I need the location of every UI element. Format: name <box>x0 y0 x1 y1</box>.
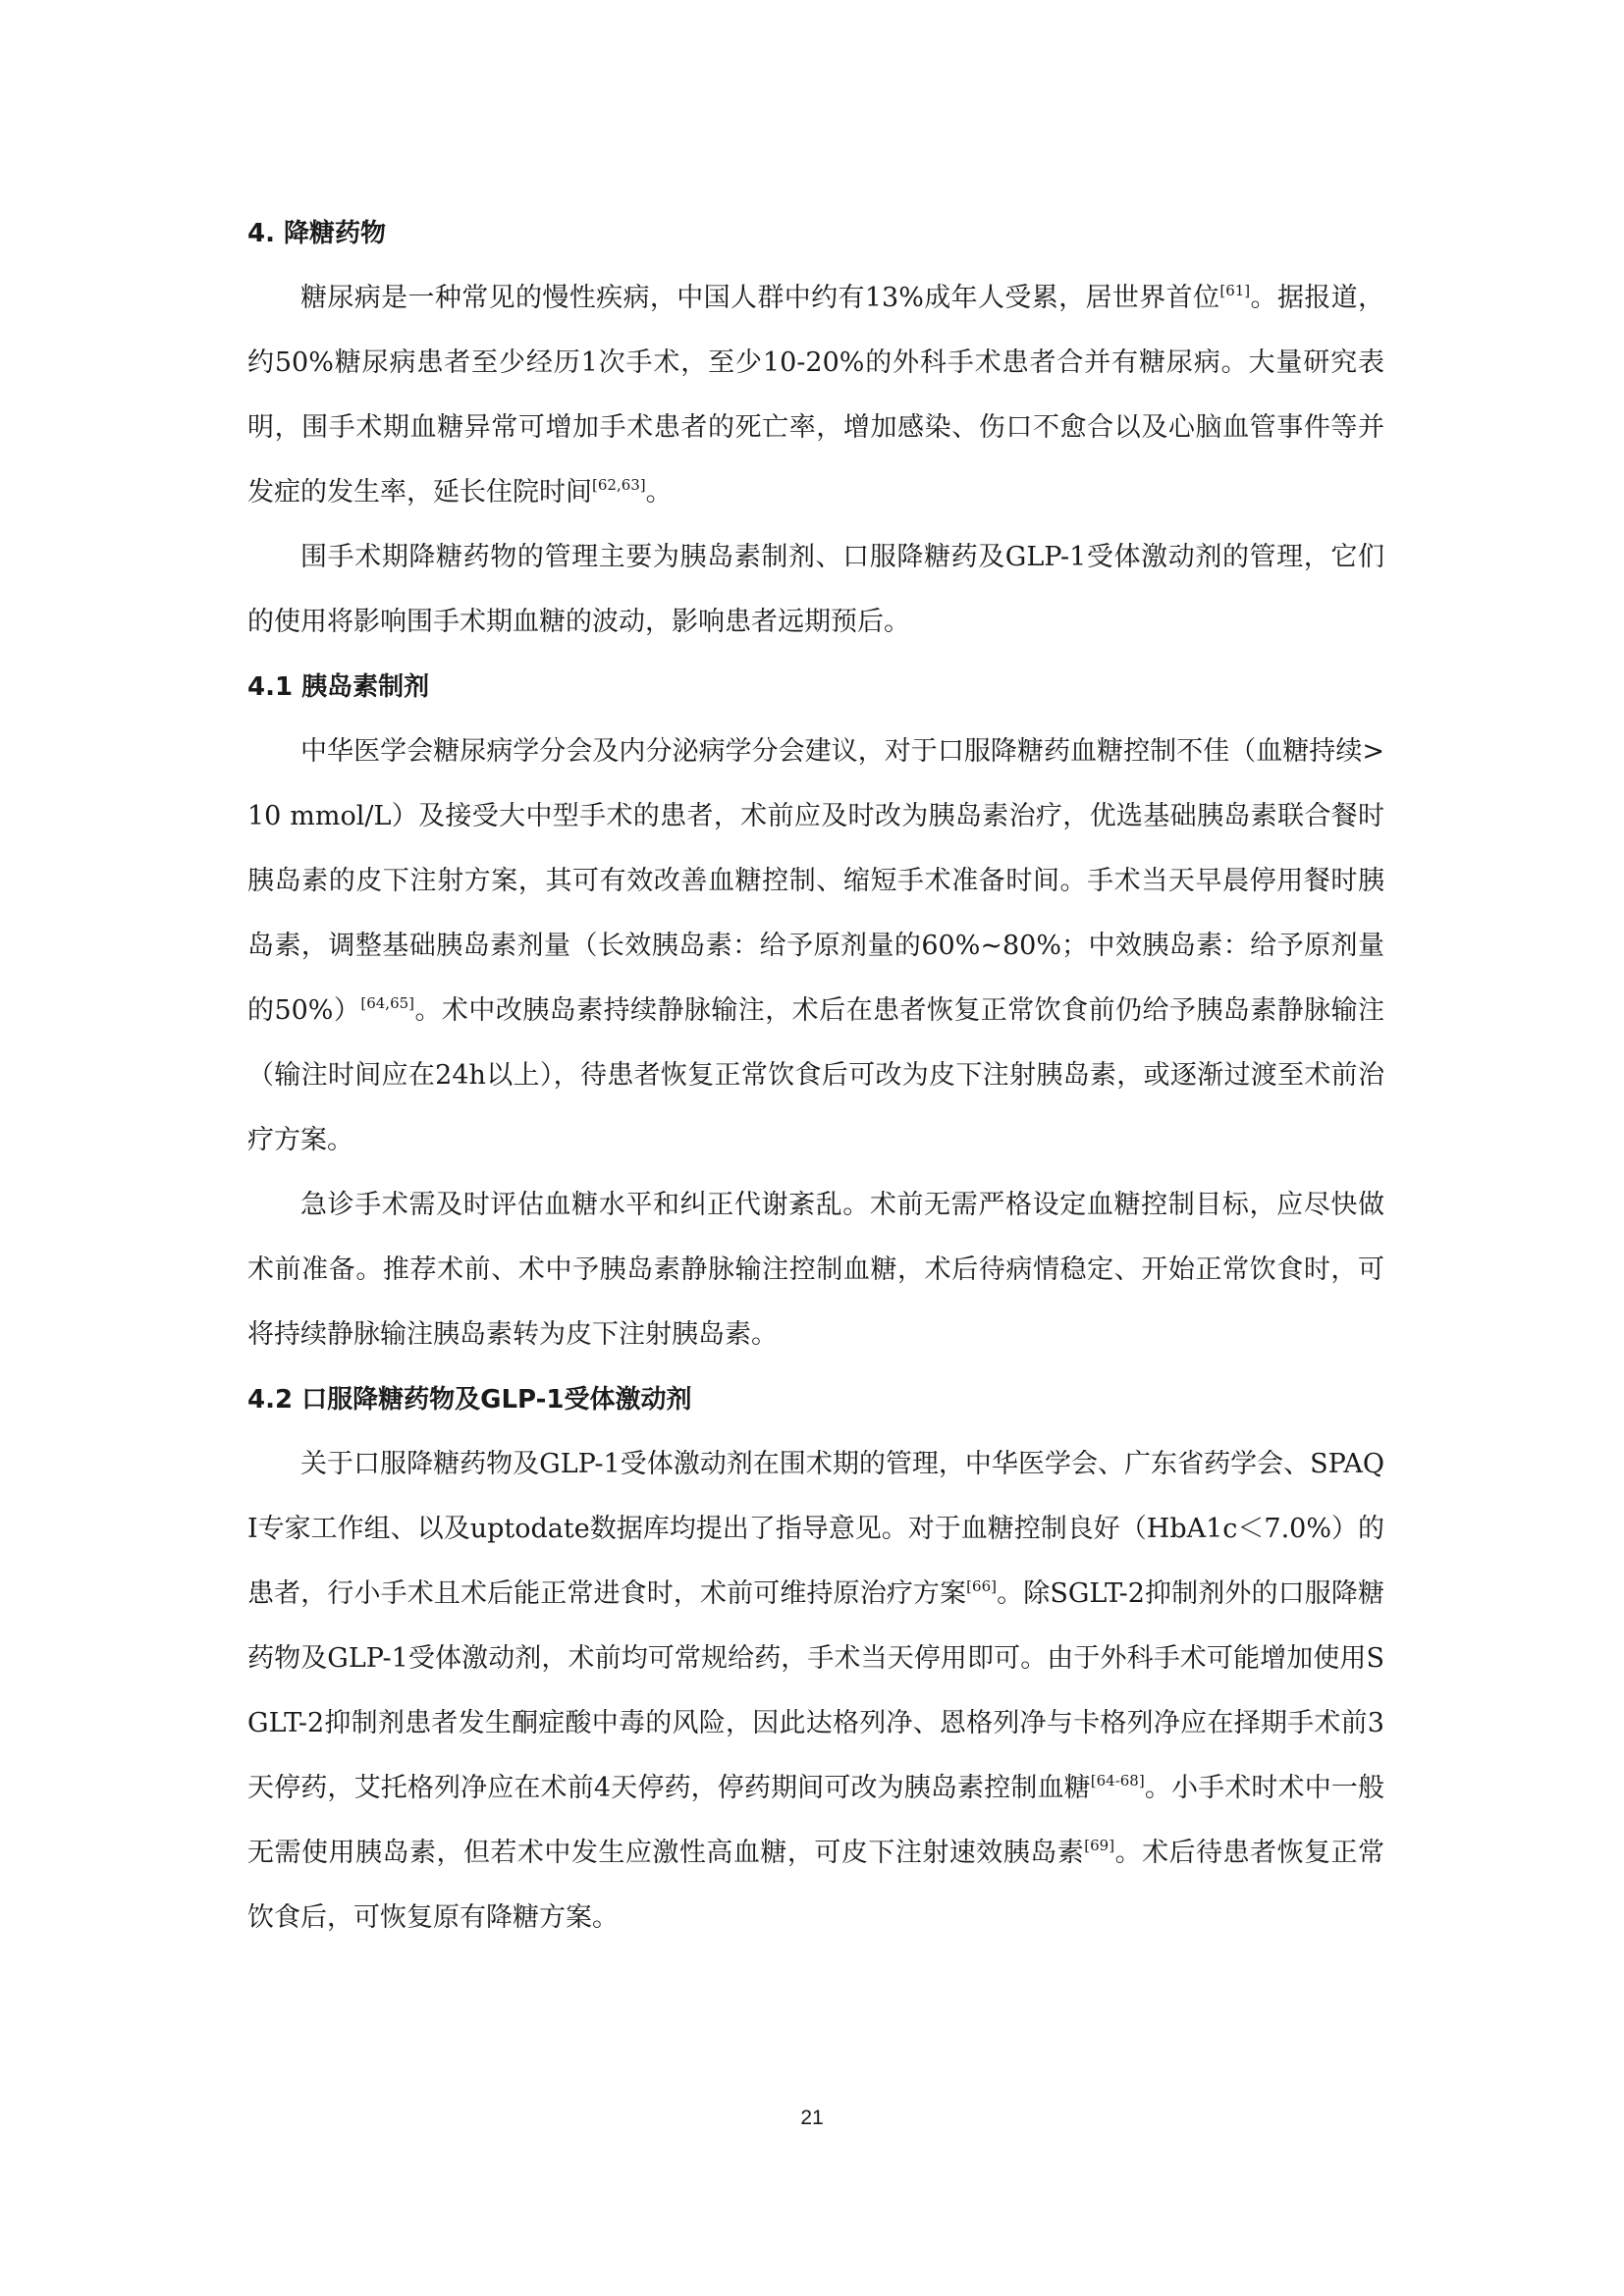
paragraph-text: 围手术期降糖药物的管理主要为胰岛素制剂、口服降糖药及GLP-1受体激动剂的管理，它们的使用将影响围手术期血糖的波动，影响患者远期预后。 <box>247 542 1384 637</box>
paragraph-drug-management-overview <box>247 525 1384 655</box>
citation: [62,63] <box>592 476 646 494</box>
paragraph-text: 关于口服降糖药物及GLP-1受体激动剂在围术期的管理，中华医学会、广东省药学会、SPAQI专家工作组、以及uptodate数据库均提出了指导意见。对于血糖控制良好（HbA1c＜7.0%）的患者，行小手术且术后能正常进食时，术前可维持原治疗方案 <box>247 1449 1384 1609</box>
citation: [64-68] <box>1090 1772 1145 1789</box>
paragraph-text: 急诊手术需及时评估血糖水平和纠正代谢紊乱。术前无需严格设定血糖控制目标，应尽快做术前准备。推荐术前、术中予胰岛素静脉输注控制血糖，术后待病情稳定、开始正常饮食时，可将持续静脉输注胰岛素转为皮下注射胰岛素。 <box>247 1190 1384 1350</box>
citation: [69] <box>1084 1837 1115 1854</box>
paragraph-text: 。 <box>645 477 673 507</box>
paragraph-text: 。术中改胰岛素持续静脉输注，术后在患者恢复正常饮食前仍给予胰岛素静脉输注（输注时间应在24h以上），待患者恢复正常饮食后可改为皮下注射胰岛素，或逐渐过渡至术前治疗方案。 <box>247 995 1385 1155</box>
paragraph-insulin-recommendation <box>247 720 1384 1173</box>
paragraph-text: 。术后待患者恢复正常饮食后，可恢复原有降糖方案。 <box>247 1838 1385 1933</box>
paragraph-text: 糖尿病是一种常见的慢性疾病，中国人群中约有13%成年人受累，居世界首位 <box>300 283 1220 313</box>
document-body <box>247 201 1384 1950</box>
paragraph-text: 中华医学会糖尿病学分会及内分泌病学分会建议，对于口服降糖药血糖控制不佳（血糖持续>10 mmol/L）及接受大中型手术的患者，术前应及时改为胰岛素治疗，优选基础胰岛素联合餐时胰岛素的皮下注射方案，其可有效改善血糖控制、缩短手术准备时间。手术当天早晨停用餐时胰岛素，调整基础胰岛素剂量（长效胰岛素：给予原剂量的60%~80%；中效胰岛素：给予原剂量的50%） <box>247 736 1384 1026</box>
paragraph-text: 。据报道，约50%糖尿病患者至少经历1次手术，至少10-20%的外科手术患者合并有糖尿病。大量研究表明，围手术期血糖异常可增加手术患者的死亡率，增加感染、伤口不愈合以及心脑血管事件等并发症的发生率，延长住院时间 <box>247 283 1385 507</box>
citation: [61] <box>1219 282 1251 299</box>
citation: [64,65] <box>360 994 415 1012</box>
section-heading-4-1: 4.1 胰岛素制剂 <box>247 672 430 702</box>
section-heading-4: 4. 降糖药物 <box>247 219 387 248</box>
paragraph-text: 。小手术时术中一般无需使用胰岛素，但若术中发生应激性高血糖，可皮下注射速效胰岛素 <box>247 1773 1384 1868</box>
paragraph-oral-drugs-glp1 <box>247 1432 1384 1950</box>
paragraph-diabetes-prevalence <box>247 266 1384 525</box>
paragraph-emergency-surgery <box>247 1173 1384 1367</box>
section-heading-4-2: 4.2 口服降糖药物及GLP-1受体激动剂 <box>247 1385 692 1415</box>
paragraph-text: 。除SGLT-2抑制剂外的口服降糖药物及GLP-1受体激动剂，术前均可常规给药，手术当天停用即可。由于外科手术可能增加使用SGLT-2抑制剂患者发生酮症酸中毒的风险，因此达格列净、恩格列净与卡格列净应在择期手术前3天停药，艾托格列净应在术前4天停药，停药期间可改为胰岛素控制血糖 <box>247 1578 1384 1803</box>
citation: [66] <box>966 1577 997 1595</box>
page-number: 21 <box>800 2107 824 2129</box>
